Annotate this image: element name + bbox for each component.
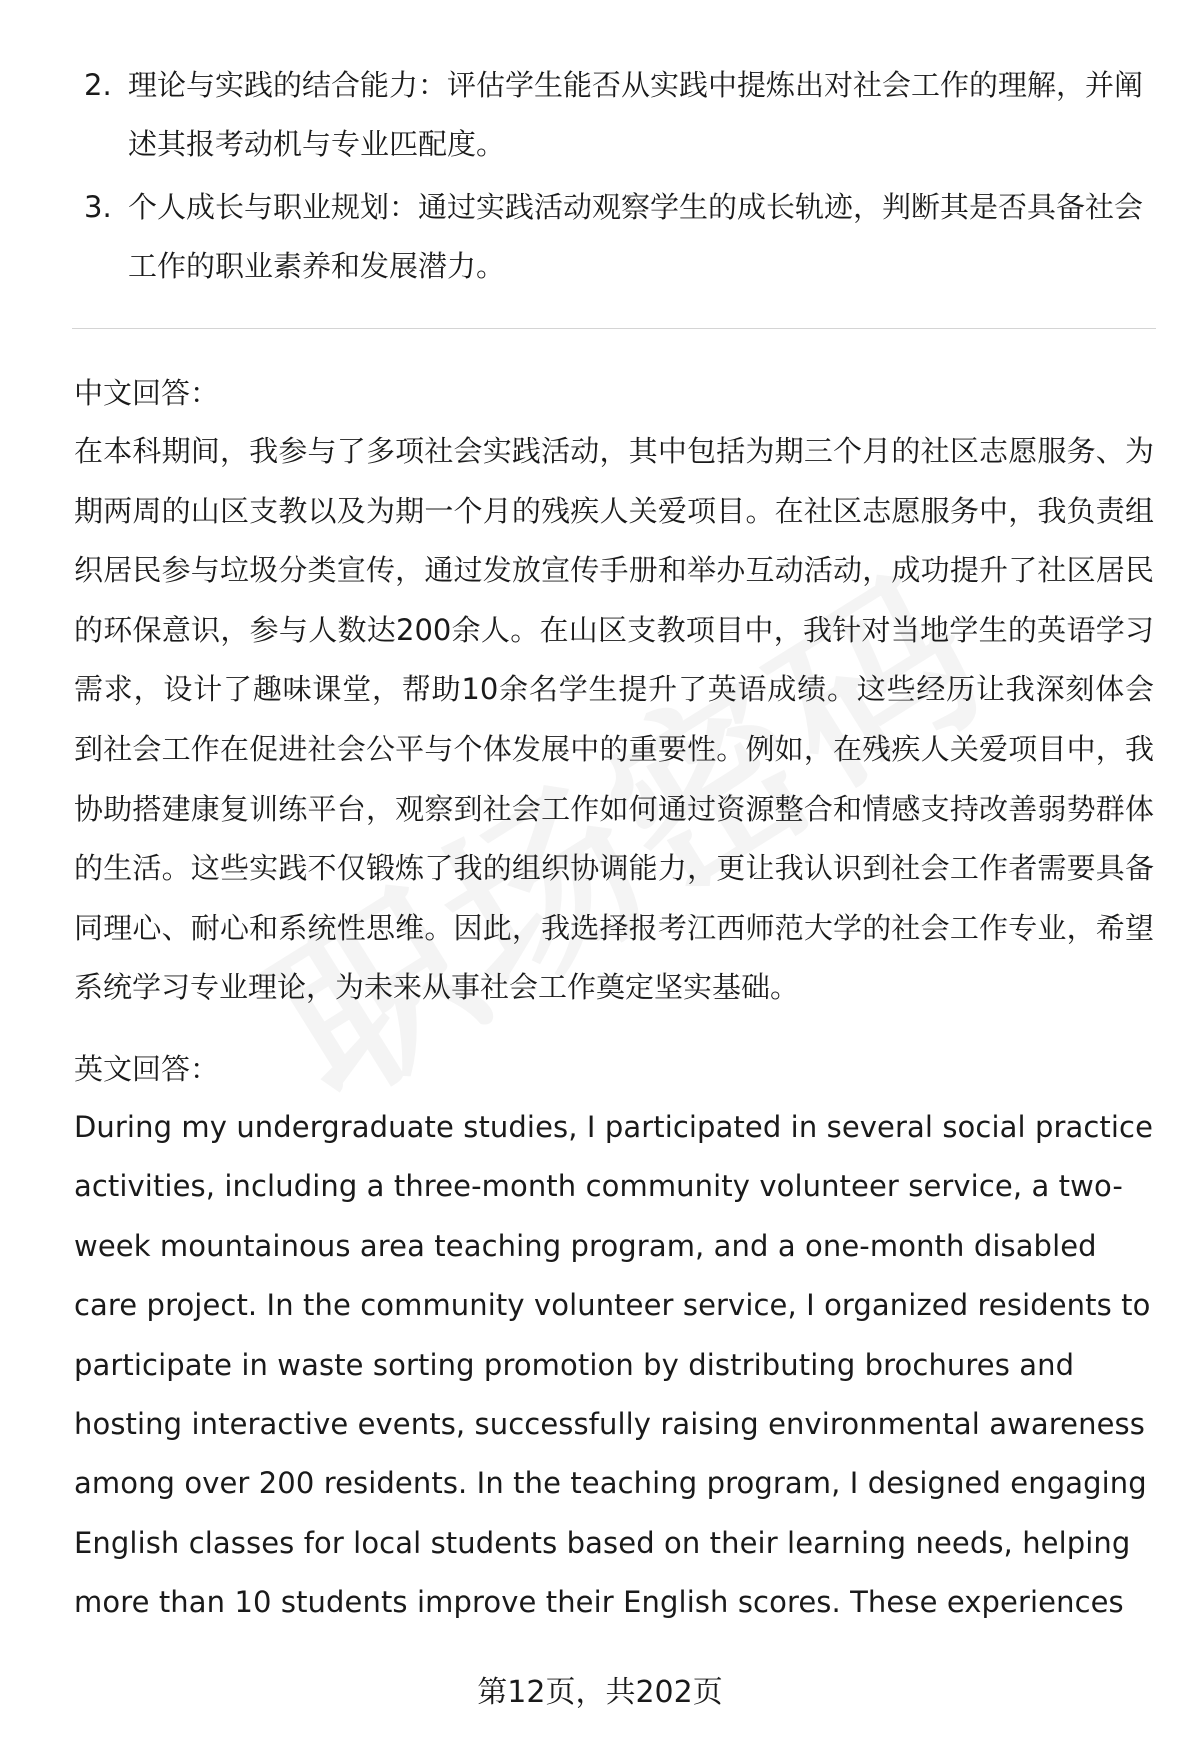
- english-answer-heading: 英文回答：: [74, 1052, 220, 1086]
- list-item: [84, 178, 1144, 296]
- list-item: [84, 56, 1144, 174]
- chinese-answer-heading: 中文回答：: [74, 376, 220, 410]
- criteria-list: [84, 56, 1144, 300]
- english-answer-section: [74, 1040, 1154, 1633]
- chinese-answer-section: [74, 364, 1154, 1018]
- list-item-text: 理论与实践的结合能力：评估学生能否从实践中提炼出对社会工作的理解，并阐述其报考动机与专业匹配度。: [128, 68, 1144, 161]
- page-number-footer: 第12页，共202页: [477, 1675, 723, 1710]
- chinese-answer-body: 在本科期间，我参与了多项社会实践活动，其中包括为期三个月的社区志愿服务、为期两周的山区支教以及为期一个月的残疾人关爱项目。在社区志愿服务中，我负责组织居民参与垃圾分类宣传，通过发放宣传手册和举办互动活动，成功提升了社区居民的环保意识，参与人数达200余人。在山区支教项目中，我针对当地学生的英语学习需求，设计了趣味课堂，帮助10余名学生提升了英语成绩。这些经历让我深刻体会到社会工作在促进社会公平与个体发展中的重要性。例如，在残疾人关爱项目中，我协助搭建康复训练平台，观察到社会工作如何通过资源整合和情感支持改善弱势群体的生活。这些实践不仅锻炼了我的组织协调能力，更让我认识到社会工作者需要具备同理心、耐心和系统性思维。因此，我选择报考江西师范大学的社会工作专业，希望系统学习专业理论，为未来从事社会工作奠定坚实基础。: [74, 434, 1154, 1005]
- list-item-number: 3.: [84, 190, 112, 224]
- section-divider: [72, 328, 1156, 329]
- list-item-number: 2.: [84, 68, 112, 102]
- english-answer-body: During my undergraduate studies, I participated in several social practice activities, including a three-month community volunteer service, a two-week mountainous area teaching program, and a one-month disabled care project. In the community volunteer service, I organized residents to participate in waste sorting promotion by distributing brochures and hosting interactive events, successfully raising environmental awareness among over 200 residents. In the teaching program, I designed engaging English classes for local students based on their learning needs, helping more than 10 students improve their English scores. These experiences: [74, 1110, 1154, 1620]
- list-item-text: 个人成长与职业规划：通过实践活动观察学生的成长轨迹，判断其是否具备社会工作的职业素养和发展潜力。: [128, 190, 1144, 283]
